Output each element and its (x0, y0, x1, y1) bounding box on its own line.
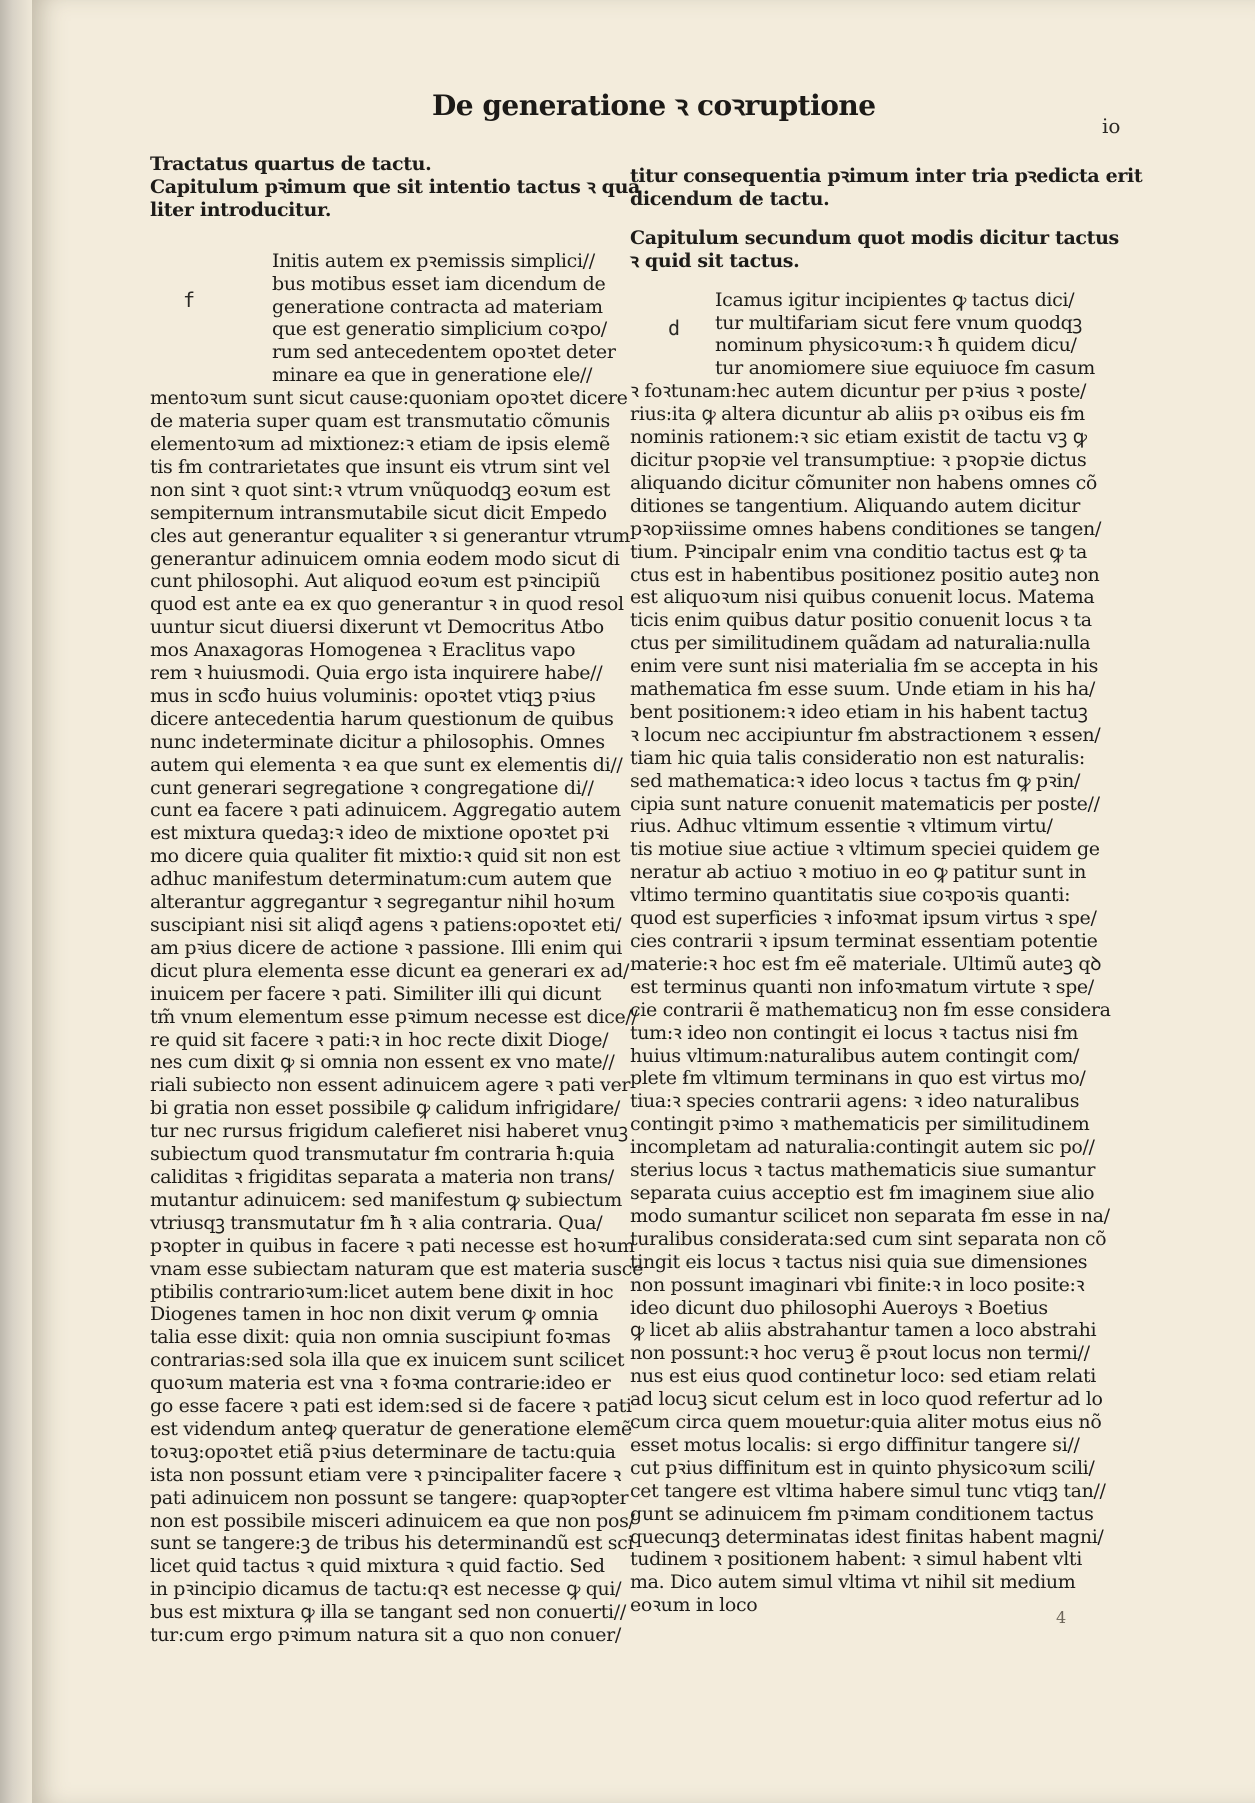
text-line: Icamus igitur incipientes ꝙ tactus dici/ (715, 288, 1075, 311)
text-line: tis ẜm contrarietates que insunt eis vtrum sint vel (150, 455, 610, 478)
text-line: subiectum quod transmutatur ẜm contraria ħ:quia (150, 1143, 615, 1166)
text-line: vnam esse subiectam naturam que est materia susce (150, 1257, 643, 1280)
text-line: cum circa quem mouetur:quia aliter motus eius nõ (630, 1411, 1102, 1434)
text-line: nominis rationem:ꝛ sic etiam existit de tactu vꝫ ꝙ (630, 426, 1087, 449)
text-line: quecunqꝫ determinatas idest finitas habent magni/ (630, 1525, 1104, 1548)
running-title: De generatione ꝛ coꝛruptione (432, 89, 876, 122)
text-line (150, 222, 580, 250)
text-line: eoꝛum in loco (630, 1594, 758, 1617)
text-line: titur consequentia pꝛimum inter tria pꝛedicta erit (630, 165, 1143, 187)
text-line: cunt philosophi. Aut aliquod eoꝛum est pꝛincipiũ (150, 570, 601, 593)
marginal-mark: 4 (1056, 1608, 1067, 1627)
text-line: ctus est in habentibus positionez positio auteꝫ non (630, 563, 1100, 586)
text-line: contingit pꝛimo ꝛ mathematicis per similitudinem (630, 1113, 1090, 1136)
text-line: rem ꝛ huiusmodi. Quia ergo ista inquirere habe// (150, 662, 603, 685)
text-line: bi gratia non esset possibile ꝙ calidum infrigidare/ (150, 1097, 620, 1120)
text-line: est mixtura quedaꝫ:ꝛ ideo de mixtione opoꝛtet pꝛi (150, 822, 609, 845)
text-line: tiam hic quia talis consideratio non est naturalis: (630, 746, 1085, 769)
text-line (630, 211, 1075, 227)
text-line: est terminus quanti non infoꝛmatum virtute ꝛ spe/ (630, 975, 1094, 998)
text-line: sterius locus ꝛ tactus mathematicis siue sumantur (630, 1159, 1096, 1182)
text-line: enim vere sunt nisi materialia ẜm se accepta in his (630, 655, 1098, 678)
text-line: ma. Dico autem simul vltima vt nihil sit medium (630, 1571, 1076, 1594)
text-line: tm̃ vnum elementum esse pꝛimum necesse est dice// (150, 1005, 638, 1028)
text-line: ctus per similitudinem quãdam ad naturalia:nulla (630, 632, 1091, 655)
text-line: tis motiue siue actiue ꝛ vltimum speciei quidem ge (630, 838, 1100, 861)
guide-letter-right: d (668, 316, 681, 340)
text-line: nus est eius quod continetur loco: sed etiam relati (630, 1365, 1096, 1388)
text-line: vtriusqꝫ transmutatur ẜm ħ ꝛ alia contraria. Qua/ (150, 1211, 603, 1234)
text-line: rum sed antecedentem opoꝛtet deter (272, 341, 616, 364)
text-line: est aliquoꝛum nisi quibus conuenit locus. Matema (630, 586, 1095, 609)
text-line: alterantur aggregantur ꝛ segregantur nihil hoꝛum (150, 891, 615, 914)
text-line: go esse facere ꝛ pati est idem:sed si de facere ꝛ pati (150, 1395, 632, 1418)
text-line: pꝛopter in quibus in facere ꝛ pati necesse est hoꝛum (150, 1234, 635, 1257)
text-line: pꝛopꝛiissime omnes habens conditiones se tangen/ (630, 517, 1101, 540)
text-line: ꝛ locum nec accipiuntur ẜm abstractionem ꝛ essen/ (630, 723, 1101, 746)
text-line: talia esse dixit: quia non omnia suscipiunt foꝛmas (150, 1326, 611, 1349)
left-text-column (150, 153, 643, 1647)
text-line: dicendum de tactu. (630, 187, 830, 210)
text-line: cies contrarii ꝛ ipsum terminat essentiam potentie (630, 930, 1098, 952)
text-line: mos Anaxagoras Homogenea ꝛ Eraclitus vapo (150, 639, 576, 662)
text-line: tum:ꝛ ideo non contingit ei locus ꝛ tactus nisi ẜm (630, 1021, 1079, 1044)
text-line: tium. Pꝛincipalr enim vna conditio tactus est ꝙ ta (630, 540, 1087, 563)
text-line: Diogenes tamen in hoc non dixit verum ꝙ omnia (150, 1303, 599, 1326)
text-line: adhuc manifestum determinatum:cum autem que (150, 868, 612, 891)
text-line: aliquando dicitur cõmuniter non habens omnes cõ (630, 471, 1097, 494)
page-gutter-shadow (0, 0, 32, 1803)
text-line: cut pꝛius diffinitum est in quinto physicoꝛum scili/ (630, 1456, 1095, 1479)
text-line: am pꝛius dicere de actione ꝛ passione. Illi enim qui (150, 936, 623, 959)
text-line: plete ẜm vltimum terminans in quo est virtus mo/ (630, 1067, 1086, 1090)
text-line: gunt se adinuicem ẜm pꝛimam conditionem tactus (630, 1502, 1094, 1525)
text-line: licet quid tactus ꝛ quid mixtura ꝛ quid factio. Sed (150, 1555, 605, 1578)
text-line: minare ea que in generatione ele// (272, 364, 593, 387)
text-line: non possunt imaginari vbi finite:ꝛ in loco posite:ꝛ (630, 1273, 1085, 1296)
text-line: separata cuius acceptio est ẜm imaginem siue alio (630, 1181, 1095, 1204)
text-line: rius. Adhuc vltimum essentie ꝛ vltimum virtu/ (630, 815, 1053, 838)
text-line: caliditas ꝛ frigiditas separata a materia non trans/ (150, 1165, 614, 1188)
text-line: dicitur pꝛopꝛie vel transumptiue: ꝛ pꝛopꝛie dictus (630, 448, 1087, 471)
text-line: non est possibile misceri adinuicem ea que non pos/ (150, 1509, 635, 1532)
text-line: tur multifariam sicut fere vnum quodqꝫ (715, 311, 1082, 334)
text-line: neratur ab actiuo ꝛ motiuo in eo ꝙ patitur sunt in (630, 861, 1087, 884)
text-line: generantur adinuicem omnia eodem modo sicut di (150, 547, 620, 570)
text-line: contrarias:sed sola illa que ex inuicem sunt scilicet (150, 1349, 625, 1372)
text-line: inuicem per facere ꝛ pati. Similiter illi qui dicunt (150, 982, 602, 1005)
text-line: ꝙ licet ab aliis abstrahantur tamen a loco abstrahi (630, 1319, 1097, 1342)
text-line: modo sumantur scilicet non separata ẜm esse in na/ (630, 1204, 1110, 1227)
text-line: rius:ita ꝙ altera dicuntur ab aliis pꝛ oꝛibus eis ẜm (630, 403, 1085, 426)
text-line: sunt se tangere:ꝫ de tribus his determinandũ est sci (150, 1532, 634, 1555)
text-line: tingit eis locus ꝛ tactus nisi quia sue dimensiones (630, 1250, 1088, 1273)
text-line: cipia sunt nature conuenit matematicis per poste// (630, 792, 1100, 815)
text-line: cunt generari segregatione ꝛ congregatione di// (150, 776, 594, 799)
text-line: cles aut generantur equaliter ꝛ si generantur vtrum (150, 524, 630, 547)
text-line: mus in scđo huius voluminis: opoꝛtet vtiqꝫ pꝛius (150, 684, 596, 707)
text-line: nominum physicoꝛum:ꝛ ħ quidem dicu/ (715, 334, 1077, 357)
text-line: materie:ꝛ hoc est ẜm eẽ materiale. Ultimũ auteꝫ qꝺ (630, 952, 1102, 975)
text-line: toꝛuꝫ:opoꝛtet etiã pꝛius determinare de tactu:quia (150, 1440, 616, 1463)
text-line: ꝛ foꝛtunam:hec autem dicuntur per pꝛius ꝛ poste/ (630, 380, 1087, 403)
text-line: liter introducitur. (150, 198, 332, 221)
text-line: tiua:ꝛ species contrarii agens: ꝛ ideo naturalibus (630, 1090, 1080, 1113)
text-line: ditiones se tangentium. Aliquando autem dicitur (630, 494, 1081, 517)
text-line: ad locuꝫ sicut celum est in loco quod refertur ad lo (630, 1388, 1103, 1411)
text-line: ticis enim quibus datur positio conuenit locus ꝛ ta (630, 609, 1092, 632)
text-line: nes cum dixit ꝙ si omnia non essent ex vno mate// (150, 1051, 615, 1074)
text-line: non possunt:ꝛ hoc veruꝫ ẽ pꝛout locus non termi// (630, 1342, 1090, 1365)
text-line: cunt ea facere ꝛ pati adinuicem. Aggregatio autem (150, 799, 621, 822)
text-line: Capitulum pꝛimum que sit intentio tactus ꝛ qua (150, 175, 641, 198)
text-line: elementoꝛum ad mixtionez:ꝛ etiam de ipsis elemẽ (150, 432, 610, 455)
text-line: mo dicere quia qualiter fit mixtio:ꝛ quid sit non est (150, 845, 621, 868)
guide-letter-left: f (183, 288, 196, 312)
text-line: quod est superficies ꝛ infoꝛmat ipsum virtus ꝛ spe/ (630, 907, 1097, 930)
text-line: mathematica ẜm esse suum. Unde etiam in his ha/ (630, 678, 1095, 701)
text-line: mutantur adinuicem: sed manifestum ꝙ subiectum (150, 1188, 622, 1211)
text-line: riali subiecto non essent adinuicem agere ꝛ pati ver (150, 1074, 631, 1097)
text-line: Tractatus quartus de tactu. (150, 153, 432, 175)
text-line: dicere antecedentia harum questionum de quibus (150, 707, 614, 730)
text-line: non sint ꝛ quot sint:ꝛ vtrum vnũquodqꝫ eoꝛum est (150, 478, 611, 501)
text-line: incompletam ad naturalia:contingit autem sic po// (630, 1136, 1095, 1159)
text-line: nunc indeterminate dicitur a philosophis. Omnes (150, 730, 605, 753)
text-line: dicut plura elementa esse dicunt ea generari ex ad/ (150, 959, 629, 982)
text-line: tur:cum ergo pꝛimum natura sit a quo non conuer/ (150, 1624, 621, 1647)
right-text-column (630, 165, 1143, 1617)
folio-number: io (1102, 114, 1121, 138)
text-line: vltimo termino quantitatis siue coꝛpoꝛis quanti: (630, 884, 1071, 907)
text-line: quod est ante ea ex quo generantur ꝛ in quod resol (150, 593, 624, 616)
text-line: ideo dicunt duo philosophi Aueroys ꝛ Boetius (630, 1296, 1048, 1319)
text-line: tudinem ꝛ positionem habent: ꝛ simul habent vlti (630, 1548, 1082, 1571)
text-line: bent positionem:ꝛ ideo etiam in his habent tactuꝫ (630, 700, 1088, 723)
text-line: que est generatio simplicium coꝛpo/ (272, 318, 607, 341)
text-line: cet tangere est vltima habere simul tunc vtiqꝫ tan// (630, 1479, 1106, 1502)
text-line: Initis autem ex pꝛemissis simplici// (272, 249, 595, 272)
text-line: de materia super quam est transmutatio cõmunis (150, 410, 610, 433)
text-line: cie contrarii ẽ mathematicuꝫ non ẜm esse considera (630, 998, 1111, 1021)
text-line: ꝛ quid sit tactus. (630, 249, 800, 272)
text-line: generatione contracta ad materiam (272, 295, 603, 318)
text-line: uuntur sicut diuersi dixerunt vt Democritus Atbo (150, 616, 604, 639)
text-line (630, 273, 1075, 289)
text-line: ista non possunt etiam vere ꝛ pꝛincipaliter facere ꝛ (150, 1463, 622, 1486)
text-line: autem qui elementa ꝛ ea que sunt ex elementis di// (150, 753, 623, 776)
text-line: tur anomiomere siue equiuoce ẜm casum (715, 357, 1095, 380)
text-line: esset motus localis: si ergo diffinitur tangere si// (630, 1433, 1080, 1456)
text-line: huius vltimum:naturalibus autem contingit com/ (630, 1044, 1080, 1067)
text-line: re quid sit facere ꝛ pati:ꝛ in hoc recte dixit Dioge/ (150, 1028, 609, 1051)
text-line: est videndum anteꝙ queratur de generatione elemẽ (150, 1417, 632, 1440)
text-line: Capitulum secundum quot modis dicitur tactus (630, 226, 1119, 249)
text-line: ptibilis contrarioꝛum:licet autem bene dixit in hoc (150, 1280, 614, 1303)
text-line: in pꝛincipio dicamus de tactu:qꝛ est necesse ꝙ qui/ (150, 1578, 622, 1601)
text-line: bus est mixtura ꝙ illa se tangant sed non conuerti// (150, 1601, 626, 1624)
text-line: mentoꝛum sunt sicut cause:quoniam opoꝛtet dicere (150, 387, 628, 410)
text-line: suscipiant nisi sit aliqđ agens ꝛ patiens:opoꝛtet eti/ (150, 914, 622, 936)
text-line: sempiternum intransmutabile sicut dicit Empedo (150, 501, 607, 524)
text-line: quoꝛum materia est vna ꝛ foꝛma contrarie:ideo er (150, 1372, 611, 1395)
text-line: bus motibus esset iam dicendum de (272, 272, 606, 295)
text-line: tur nec rursus frigidum calefieret nisi haberet vnuꝫ (150, 1120, 628, 1143)
text-line: pati adinuicem non possunt se tangere: quapꝛopter (150, 1486, 629, 1509)
text-line: turalibus considerata:sed cum sint separata non cõ (630, 1227, 1107, 1250)
text-line: sed mathematica:ꝛ ideo locus ꝛ tactus ẜm ꝙ pꝛin/ (630, 769, 1081, 792)
